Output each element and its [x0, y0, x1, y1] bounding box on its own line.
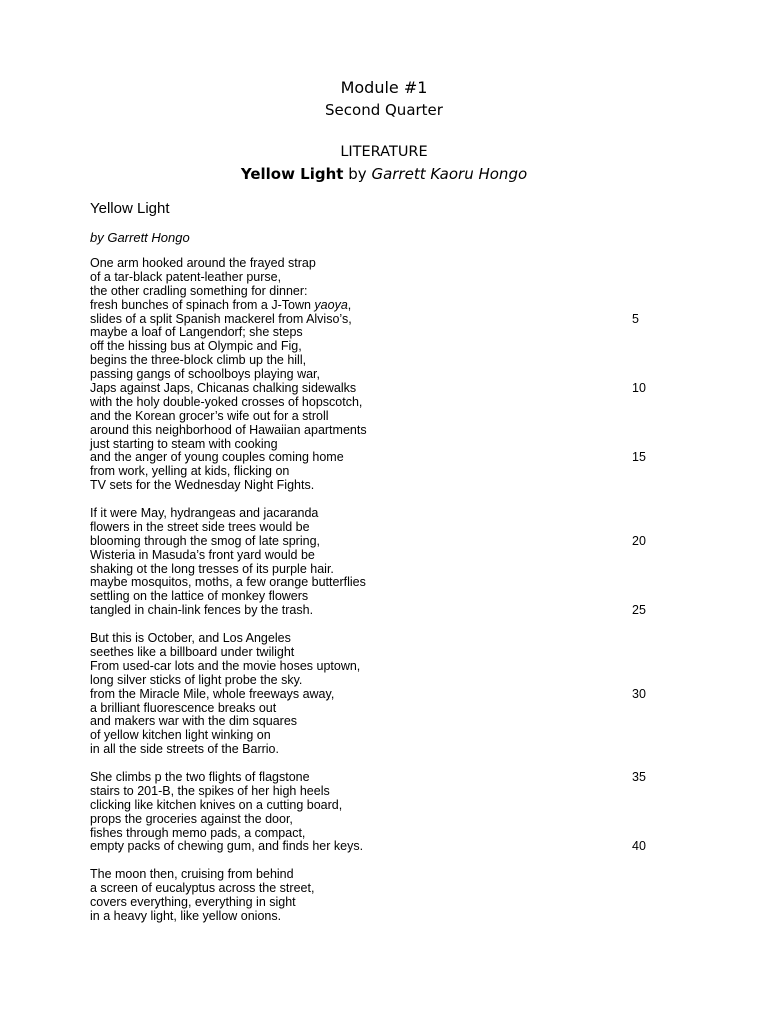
- poem-line: [90, 785, 690, 799]
- poem-line-text: maybe a loaf of Langendorf; she steps: [90, 325, 303, 340]
- poem-line: [90, 729, 690, 743]
- poem-line-text: fishes through memo pads, a compact,: [90, 825, 306, 840]
- poem-line-text: One arm hooked around the frayed strap: [90, 256, 316, 270]
- poem-line-text: settling on the lattice of monkey flowers: [90, 589, 309, 604]
- poem-line: [90, 632, 690, 646]
- poem-stanza: [90, 632, 690, 757]
- poem-line-text: Japs against Japs, Chicanas chalking sidewalks: [90, 381, 357, 396]
- poem-line-text: off the hissing bus at Olympic and Fig,: [90, 339, 302, 354]
- poem-line: [90, 813, 690, 827]
- work-title: Yellow Light: [240, 165, 344, 183]
- poem-line-text: props the groceries against the door,: [90, 811, 293, 826]
- poem-line: [90, 257, 690, 271]
- work-title-heading: [0, 165, 768, 183]
- poem-line-text: flowers in the street side trees would be: [90, 519, 310, 534]
- poem-line-text: of a tar-black patent-leather purse,: [90, 269, 282, 284]
- author-name: Garrett Kaoru Hongo: [371, 165, 528, 183]
- poem-body: [90, 257, 690, 938]
- poem-line-text: in all the side streets of the Barrio.: [90, 742, 279, 757]
- poem-line-text: Wisteria in Masuda’s front yard would be: [90, 547, 315, 562]
- line-number: 30: [632, 686, 646, 701]
- poem-line-text: fresh bunches of spinach from a J-Town: [90, 297, 315, 312]
- poem-line-text: just starting to steam with cooking: [90, 436, 278, 451]
- poem-line-text: from work, yelling at kids, flicking on: [90, 464, 290, 479]
- poem-line: [90, 340, 690, 354]
- poem-line: [90, 715, 690, 729]
- poem-line: [90, 354, 690, 368]
- line-number: 20: [632, 533, 646, 548]
- poem-line: [90, 563, 690, 577]
- subject-heading: LITERATURE: [340, 144, 428, 160]
- poem-line: [90, 660, 690, 674]
- poem-line-text: blooming through the smog of late spring,: [90, 533, 320, 548]
- poem-line: [90, 465, 690, 479]
- poem-line: [90, 271, 690, 285]
- poem-line: [90, 313, 690, 327]
- poem-line-text: The moon then, cruising from behind: [90, 867, 294, 882]
- poem-line: [90, 438, 690, 452]
- poem-line: [90, 410, 690, 424]
- poem-line-text: tangled in chain-link fences by the trash.: [90, 603, 314, 618]
- poem-line: [90, 507, 690, 521]
- poem-line-text: But this is October, and Los Angeles: [90, 631, 291, 646]
- poem-line: [90, 799, 690, 813]
- poem-line: [90, 368, 690, 382]
- poem-line: [90, 646, 690, 660]
- poem-line: [90, 702, 690, 716]
- poem-stanza: [90, 257, 690, 493]
- poem-line-text: shaking ot the long tresses of its purple hair.: [90, 561, 334, 576]
- poem-line: [90, 827, 690, 841]
- poem-line-text: the other cradling something for dinner:: [90, 283, 308, 298]
- poem-line: [90, 382, 690, 396]
- poem-line: [90, 451, 690, 465]
- poem-byline: by Garrett Hongo: [90, 230, 190, 245]
- poem-stanza: [90, 507, 690, 618]
- line-number: 40: [632, 839, 646, 854]
- poem-line: [90, 910, 690, 924]
- poem-line-text: stairs to 201-B, the spikes of her high heels: [90, 783, 330, 798]
- poem-line: [90, 535, 690, 549]
- poem-line-text: From used-car lots and the movie hoses uptown,: [90, 658, 361, 673]
- poem-line-text: covers everything, everything in sight: [90, 894, 296, 909]
- poem-line-text: clicking like kitchen knives on a cutting board,: [90, 797, 343, 812]
- poem-line-text: long silver sticks of light probe the sky.: [90, 672, 303, 687]
- poem-line-text: begins the three-block climb up the hill,: [90, 353, 307, 368]
- poem-line: [90, 396, 690, 410]
- poem-line-text: and the Korean grocer’s wife out for a stroll: [90, 408, 329, 423]
- line-number: 5: [632, 311, 639, 326]
- poem-line-text: TV sets for the Wednesday Night Fights.: [90, 478, 315, 493]
- poem-line: [90, 688, 690, 702]
- poem-line: [90, 576, 690, 590]
- poem-line: [90, 549, 690, 563]
- module-heading: Module #1: [340, 78, 428, 97]
- poem-line: [90, 299, 690, 313]
- by-word: by: [348, 165, 367, 183]
- poem-line-text: with the holy double-yoked crosses of hopscotch,: [90, 394, 363, 409]
- poem-line: [90, 868, 690, 882]
- poem-line-text: slides of a split Spanish mackerel from Alviso’s,: [90, 311, 352, 326]
- poem-line-text: a brilliant fluorescence breaks out: [90, 700, 277, 715]
- poem-line-text: If it were May, hydrangeas and jacaranda: [90, 506, 319, 521]
- poem-line-text: of yellow kitchen light winking on: [90, 728, 271, 743]
- poem-stanza: [90, 868, 690, 924]
- poem-line: [90, 743, 690, 757]
- poem-line-text: and makers war with the dim squares: [90, 714, 298, 729]
- poem-line: [90, 604, 690, 618]
- poem-stanza: [90, 771, 690, 854]
- poem-line-text: She climbs p the two flights of flagstone: [90, 769, 310, 784]
- poem-line: [90, 590, 690, 604]
- poem-line-text: around this neighborhood of Hawaiian apartments: [90, 422, 367, 437]
- poem-line-italic-word: yaoya: [314, 297, 348, 312]
- poem-line: [90, 840, 690, 854]
- poem-line-text: maybe mosquitos, moths, a few orange butterflies: [90, 575, 366, 590]
- poem-line: [90, 896, 690, 910]
- poem-line-text: passing gangs of schoolboys playing war,: [90, 367, 321, 382]
- poem-line: [90, 479, 690, 493]
- poem-line-text: from the Miracle Mile, whole freeways away,: [90, 686, 335, 701]
- poem-line-punctuation: ,: [347, 297, 352, 312]
- poem-line: [90, 882, 690, 896]
- poem-line-text: in a heavy light, like yellow onions.: [90, 908, 282, 923]
- quarter-heading: Second Quarter: [325, 101, 443, 119]
- poem-line: [90, 521, 690, 535]
- poem-line-text: and the anger of young couples coming home: [90, 450, 344, 465]
- poem-line: [90, 326, 690, 340]
- line-number: 15: [632, 450, 646, 465]
- poem-line: [90, 771, 690, 785]
- line-number: 25: [632, 603, 646, 618]
- line-number: 35: [632, 769, 646, 784]
- line-number: 10: [632, 381, 646, 396]
- poem-title: Yellow Light: [90, 200, 170, 217]
- poem-line: [90, 285, 690, 299]
- poem-line-text: a screen of eucalyptus across the street,: [90, 881, 315, 896]
- poem-line-text: empty packs of chewing gum, and finds her keys.: [90, 839, 364, 854]
- poem-line: [90, 424, 690, 438]
- poem-line-text: seethes like a billboard under twilight: [90, 644, 295, 659]
- poem-line: [90, 674, 690, 688]
